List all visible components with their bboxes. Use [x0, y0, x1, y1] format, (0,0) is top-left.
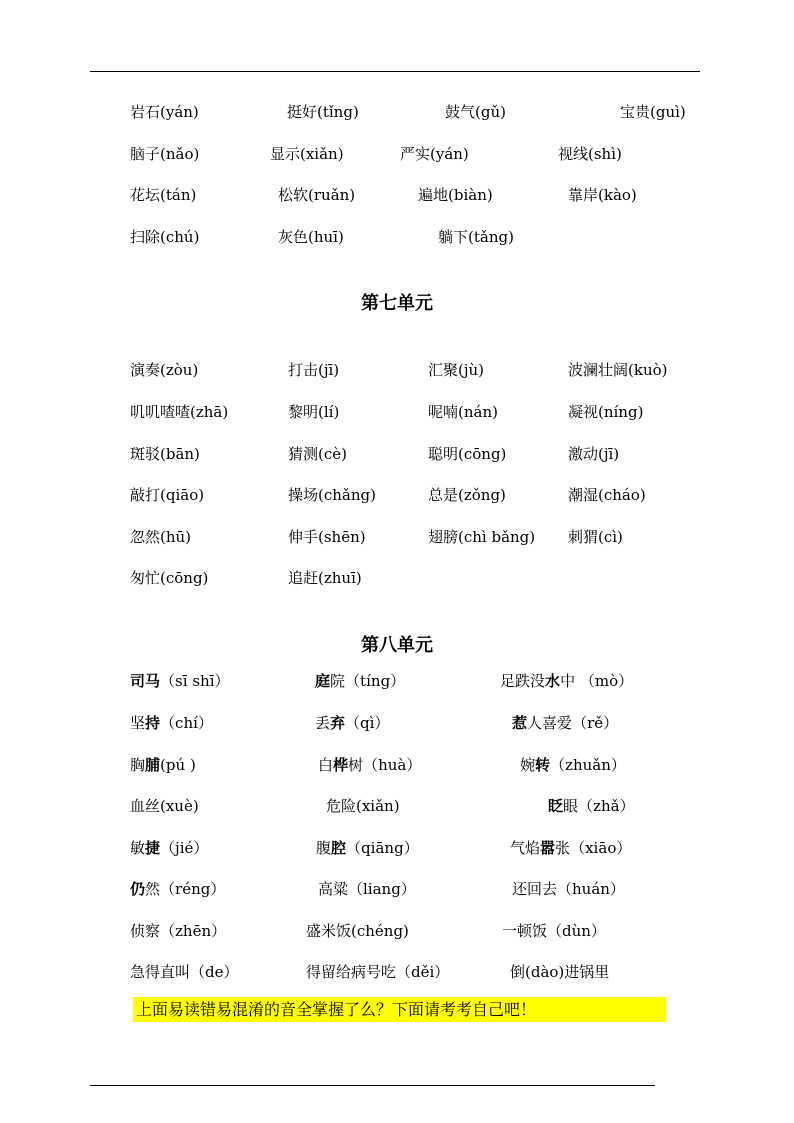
vocab-item: 呢喃(nán): [428, 403, 498, 421]
vocab-item: 操场(chǎng): [288, 486, 376, 504]
vocab-row: [0, 142, 794, 166]
vocab-item: 坚持（chí）: [130, 714, 213, 732]
vocab-item: 显示(xiǎn): [270, 145, 344, 163]
vocab-item: 气焰嚣张（xiāo）: [510, 839, 632, 857]
vocab-item: 波澜壮阔(kuò): [568, 361, 668, 379]
vocab-item: 盛米饭(chéng): [306, 922, 409, 940]
vocab-item: 猜测(cè): [288, 445, 347, 463]
vocab-item: 刺猬(cì): [568, 528, 623, 546]
section-7-title: 第七单元: [361, 293, 433, 314]
vocab-item: 靠岸(kào): [568, 186, 637, 204]
vocab-row: [0, 525, 794, 549]
section-8-title: 第八单元: [361, 635, 433, 656]
vocab-item: 激动(jī): [568, 445, 620, 463]
vocab-item: 庭院（tíng）: [315, 672, 406, 690]
vocab-item: 惹人喜爱（rě）: [512, 714, 619, 732]
vocab-item: 一顿饭（dùn）: [502, 922, 606, 940]
vocab-row: [0, 753, 794, 777]
vocab-row: [0, 836, 794, 860]
vocab-item: 挺好(tǐng): [287, 103, 359, 121]
vocab-row: [0, 225, 794, 249]
vocab-item: 岩石(yán): [130, 103, 199, 121]
vocab-item: 足跌没水中 （mò）: [500, 672, 634, 690]
vocab-item: 腹腔（qiāng）: [316, 839, 419, 857]
vocab-row: [0, 483, 794, 507]
vocab-item: 视线(shì): [558, 145, 622, 163]
vocab-item: 追赶(zhuī): [288, 569, 362, 587]
vocab-item: 得留给病号吃（děi）: [306, 963, 450, 981]
vocab-item: 还回去（huán）: [512, 880, 625, 898]
vocab-item: 胸脯(pú ): [130, 756, 196, 774]
vocab-item: 急得直叫（de）: [130, 963, 239, 981]
vocab-item: 叽叽喳喳(zhā): [130, 403, 229, 421]
vocab-item: 花坛(tán): [130, 186, 197, 204]
vocab-item: 严实(yán): [400, 145, 469, 163]
vocab-item: 演奏(zòu): [130, 361, 199, 379]
vocab-item: 伸手(shēn): [288, 528, 366, 546]
vocab-item: 翅膀(chì bǎng): [428, 528, 536, 546]
vocab-item: 眨眼（zhǎ）: [548, 797, 635, 815]
vocab-item: 松软(ruǎn): [278, 186, 356, 204]
vocab-row: [0, 794, 794, 818]
vocab-item: 鼓气(gǔ): [445, 103, 506, 121]
vocab-row: [0, 442, 794, 466]
vocab-item: 倒(dào)进锅里: [510, 963, 610, 981]
vocab-item: 扫除(chú): [130, 228, 200, 246]
vocab-item: 打击(jī): [288, 361, 340, 379]
vocab-row: [0, 711, 794, 735]
vocab-item: 忽然(hū): [130, 528, 192, 546]
vocab-row: [0, 358, 794, 382]
vocab-item: 白桦树（huà）: [318, 756, 422, 774]
vocab-item: 司马（sī shī）: [130, 672, 230, 690]
vocab-row: [0, 566, 794, 590]
vocab-item: 潮湿(cháo): [568, 486, 646, 504]
vocab-row: [0, 877, 794, 901]
vocab-item: 遍地(biàn): [418, 186, 493, 204]
vocab-item: 黎明(lí): [288, 403, 340, 421]
vocab-item: 匆忙(cōng): [130, 569, 209, 587]
vocab-item: 婉转（zhuǎn）: [520, 756, 626, 774]
vocab-item: 敏捷（jié）: [130, 839, 209, 857]
vocab-item: 仍然（réng）: [130, 880, 226, 898]
review-banner: 上面易读错易混淆的音全掌握了么？下面请考考自己吧！: [133, 997, 666, 1022]
header-rule: [90, 71, 700, 72]
vocab-item: 凝视(níng): [568, 403, 644, 421]
vocab-item: 血丝(xuè): [130, 797, 199, 815]
vocab-item: 总是(zǒng): [428, 486, 506, 504]
vocab-item: 丢弃（qì）: [315, 714, 390, 732]
vocab-item: 汇聚(jù): [428, 361, 485, 379]
vocab-row: [0, 400, 794, 424]
vocab-row: [0, 183, 794, 207]
vocab-item: 躺下(tǎng): [438, 228, 514, 246]
vocab-item: 高粱（liang）: [318, 880, 416, 898]
vocab-row: [0, 669, 794, 693]
vocab-item: 斑驳(bān): [130, 445, 200, 463]
vocab-row: [0, 960, 794, 984]
vocab-item: 聪明(cōng): [428, 445, 507, 463]
vocab-item: 敲打(qiāo): [130, 486, 205, 504]
vocab-item: 宝贵(guì): [620, 103, 686, 121]
vocab-row: [0, 919, 794, 943]
vocab-item: 灰色(huī): [278, 228, 344, 246]
vocab-item: 脑子(nǎo): [130, 145, 200, 163]
vocab-item: 危险(xiǎn): [326, 797, 400, 815]
vocab-row: [0, 100, 794, 124]
vocab-item: 侦察（zhēn）: [130, 922, 227, 940]
footer-rule: [90, 1085, 655, 1086]
